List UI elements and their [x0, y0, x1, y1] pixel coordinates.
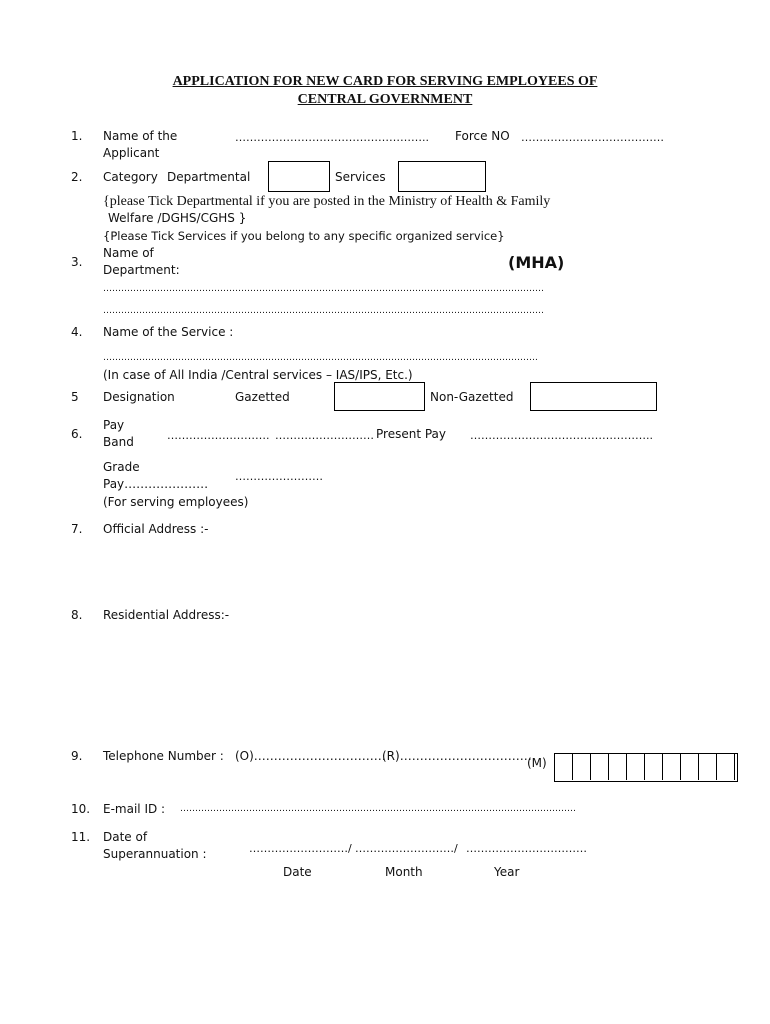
email-label: E-mail ID :: [103, 802, 166, 816]
mobile-digit-box[interactable]: [717, 754, 735, 780]
services-label: Services: [335, 170, 386, 184]
gazetted-label: Gazetted: [235, 390, 290, 404]
applicant-name-field[interactable]: ……………………………………………..: [235, 131, 429, 144]
departmental-checkbox[interactable]: [268, 161, 330, 192]
item-number-7: 7.: [71, 522, 83, 536]
telephone-label: Telephone Number :: [103, 749, 224, 763]
superannuation-month-field[interactable]: ………………………/: [355, 842, 458, 855]
item-number-2: 2.: [71, 170, 83, 184]
pay-band-label-line1: Pay: [103, 418, 125, 432]
item-number-5: 5: [71, 390, 79, 404]
category-label: Category: [103, 170, 158, 184]
mobile-digit-box[interactable]: [573, 754, 591, 780]
mobile-digit-box[interactable]: [681, 754, 699, 780]
services-checkbox[interactable]: [398, 161, 486, 192]
superannuation-label-line2: Superannuation :: [103, 847, 207, 861]
category-note-departmental-cont: Welfare /DGHS/CGHS }: [108, 211, 247, 225]
force-no-field[interactable]: …………………………………: [521, 131, 664, 144]
superannuation-year-field[interactable]: ……………………………: [466, 842, 587, 855]
mobile-digit-box[interactable]: [591, 754, 609, 780]
mobile-digit-box[interactable]: [663, 754, 681, 780]
mobile-digit-box[interactable]: [699, 754, 717, 780]
email-field[interactable]: ……………………………………………………………………………………………………………………: [180, 804, 576, 814]
service-field[interactable]: ……………………………………………………………………………………………………………………………….: [103, 353, 538, 363]
force-no-label: Force NO: [455, 129, 510, 143]
department-field-line1[interactable]: …………………………………………………………………………………………………………………………………: [103, 284, 544, 294]
grade-pay-note: (For serving employees): [103, 495, 249, 509]
applicant-label-line2: Applicant: [103, 146, 160, 160]
category-note-departmental: {please Tick Departmental if you are posted in the Ministry of Health & Family: [103, 194, 551, 209]
superannuation-date-field[interactable]: ………………………/: [249, 842, 352, 855]
form-title-line2: CENTRAL GOVERNMENT: [297, 92, 473, 107]
superannuation-label-line1: Date of: [103, 830, 148, 844]
departmental-label: Departmental: [167, 170, 251, 184]
pay-band-field-from[interactable]: ……………………….: [167, 429, 270, 442]
grade-pay-label-line2: Pay…………………: [103, 477, 209, 491]
pay-band-label-line2: Band: [103, 435, 134, 449]
mobile-digit-box[interactable]: [645, 754, 663, 780]
date-caption: Date: [283, 865, 312, 879]
department-label-line2: Department:: [103, 263, 180, 277]
item-number-8: 8.: [71, 608, 83, 622]
designation-label: Designation: [103, 390, 175, 404]
department-label-line1: Name of: [103, 246, 154, 260]
service-note: (In case of All India /Central services – IAS/IPS, Etc.): [103, 368, 413, 382]
year-caption: Year: [494, 865, 520, 879]
telephone-office-field[interactable]: (O)……………………………: [235, 749, 386, 763]
form-title-line1: APPLICATION FOR NEW CARD FOR SERVING EMPLOYEES OF: [172, 74, 598, 89]
mobile-digit-box[interactable]: [627, 754, 645, 780]
telephone-mobile-label: (M): [527, 756, 547, 770]
non-gazetted-label: Non-Gazetted: [430, 390, 514, 404]
item-number-11: 11.: [71, 830, 91, 844]
month-caption: Month: [385, 865, 423, 879]
telephone-residence-field[interactable]: (R)……………………………: [382, 749, 532, 763]
grade-pay-label-line1: Grade: [103, 460, 140, 474]
residential-address-field[interactable]: [103, 626, 663, 736]
pay-band-field-to[interactable]: ………………………: [275, 429, 374, 442]
item-number-9: 9.: [71, 749, 83, 763]
official-address-field[interactable]: [103, 540, 663, 600]
mobile-digit-box[interactable]: [609, 754, 627, 780]
present-pay-field[interactable]: …………………………………………..: [470, 429, 653, 442]
department-value: (MHA): [508, 253, 565, 272]
item-number-10: 10.: [71, 802, 91, 816]
mobile-digit-box[interactable]: [555, 754, 573, 780]
mobile-number-boxes[interactable]: [554, 753, 738, 782]
category-note-services: {Please Tick Services if you belong to any specific organized service}: [103, 229, 505, 243]
department-field-line2[interactable]: …………………………………………………………………………………………………………………………………: [103, 306, 544, 316]
service-label: Name of the Service :: [103, 325, 234, 339]
official-address-label: Official Address :-: [103, 522, 209, 536]
item-number-1: 1.: [71, 129, 83, 143]
present-pay-label: Present Pay: [376, 427, 446, 441]
gazetted-checkbox[interactable]: [334, 382, 425, 411]
item-number-4: 4.: [71, 325, 83, 339]
item-number-3: 3.: [71, 255, 83, 269]
applicant-label-line1: Name of the: [103, 129, 178, 143]
item-number-6: 6.: [71, 427, 83, 441]
non-gazetted-checkbox[interactable]: [530, 382, 657, 411]
residential-address-label: Residential Address:-: [103, 608, 230, 622]
grade-pay-field[interactable]: ……………………: [235, 470, 323, 483]
